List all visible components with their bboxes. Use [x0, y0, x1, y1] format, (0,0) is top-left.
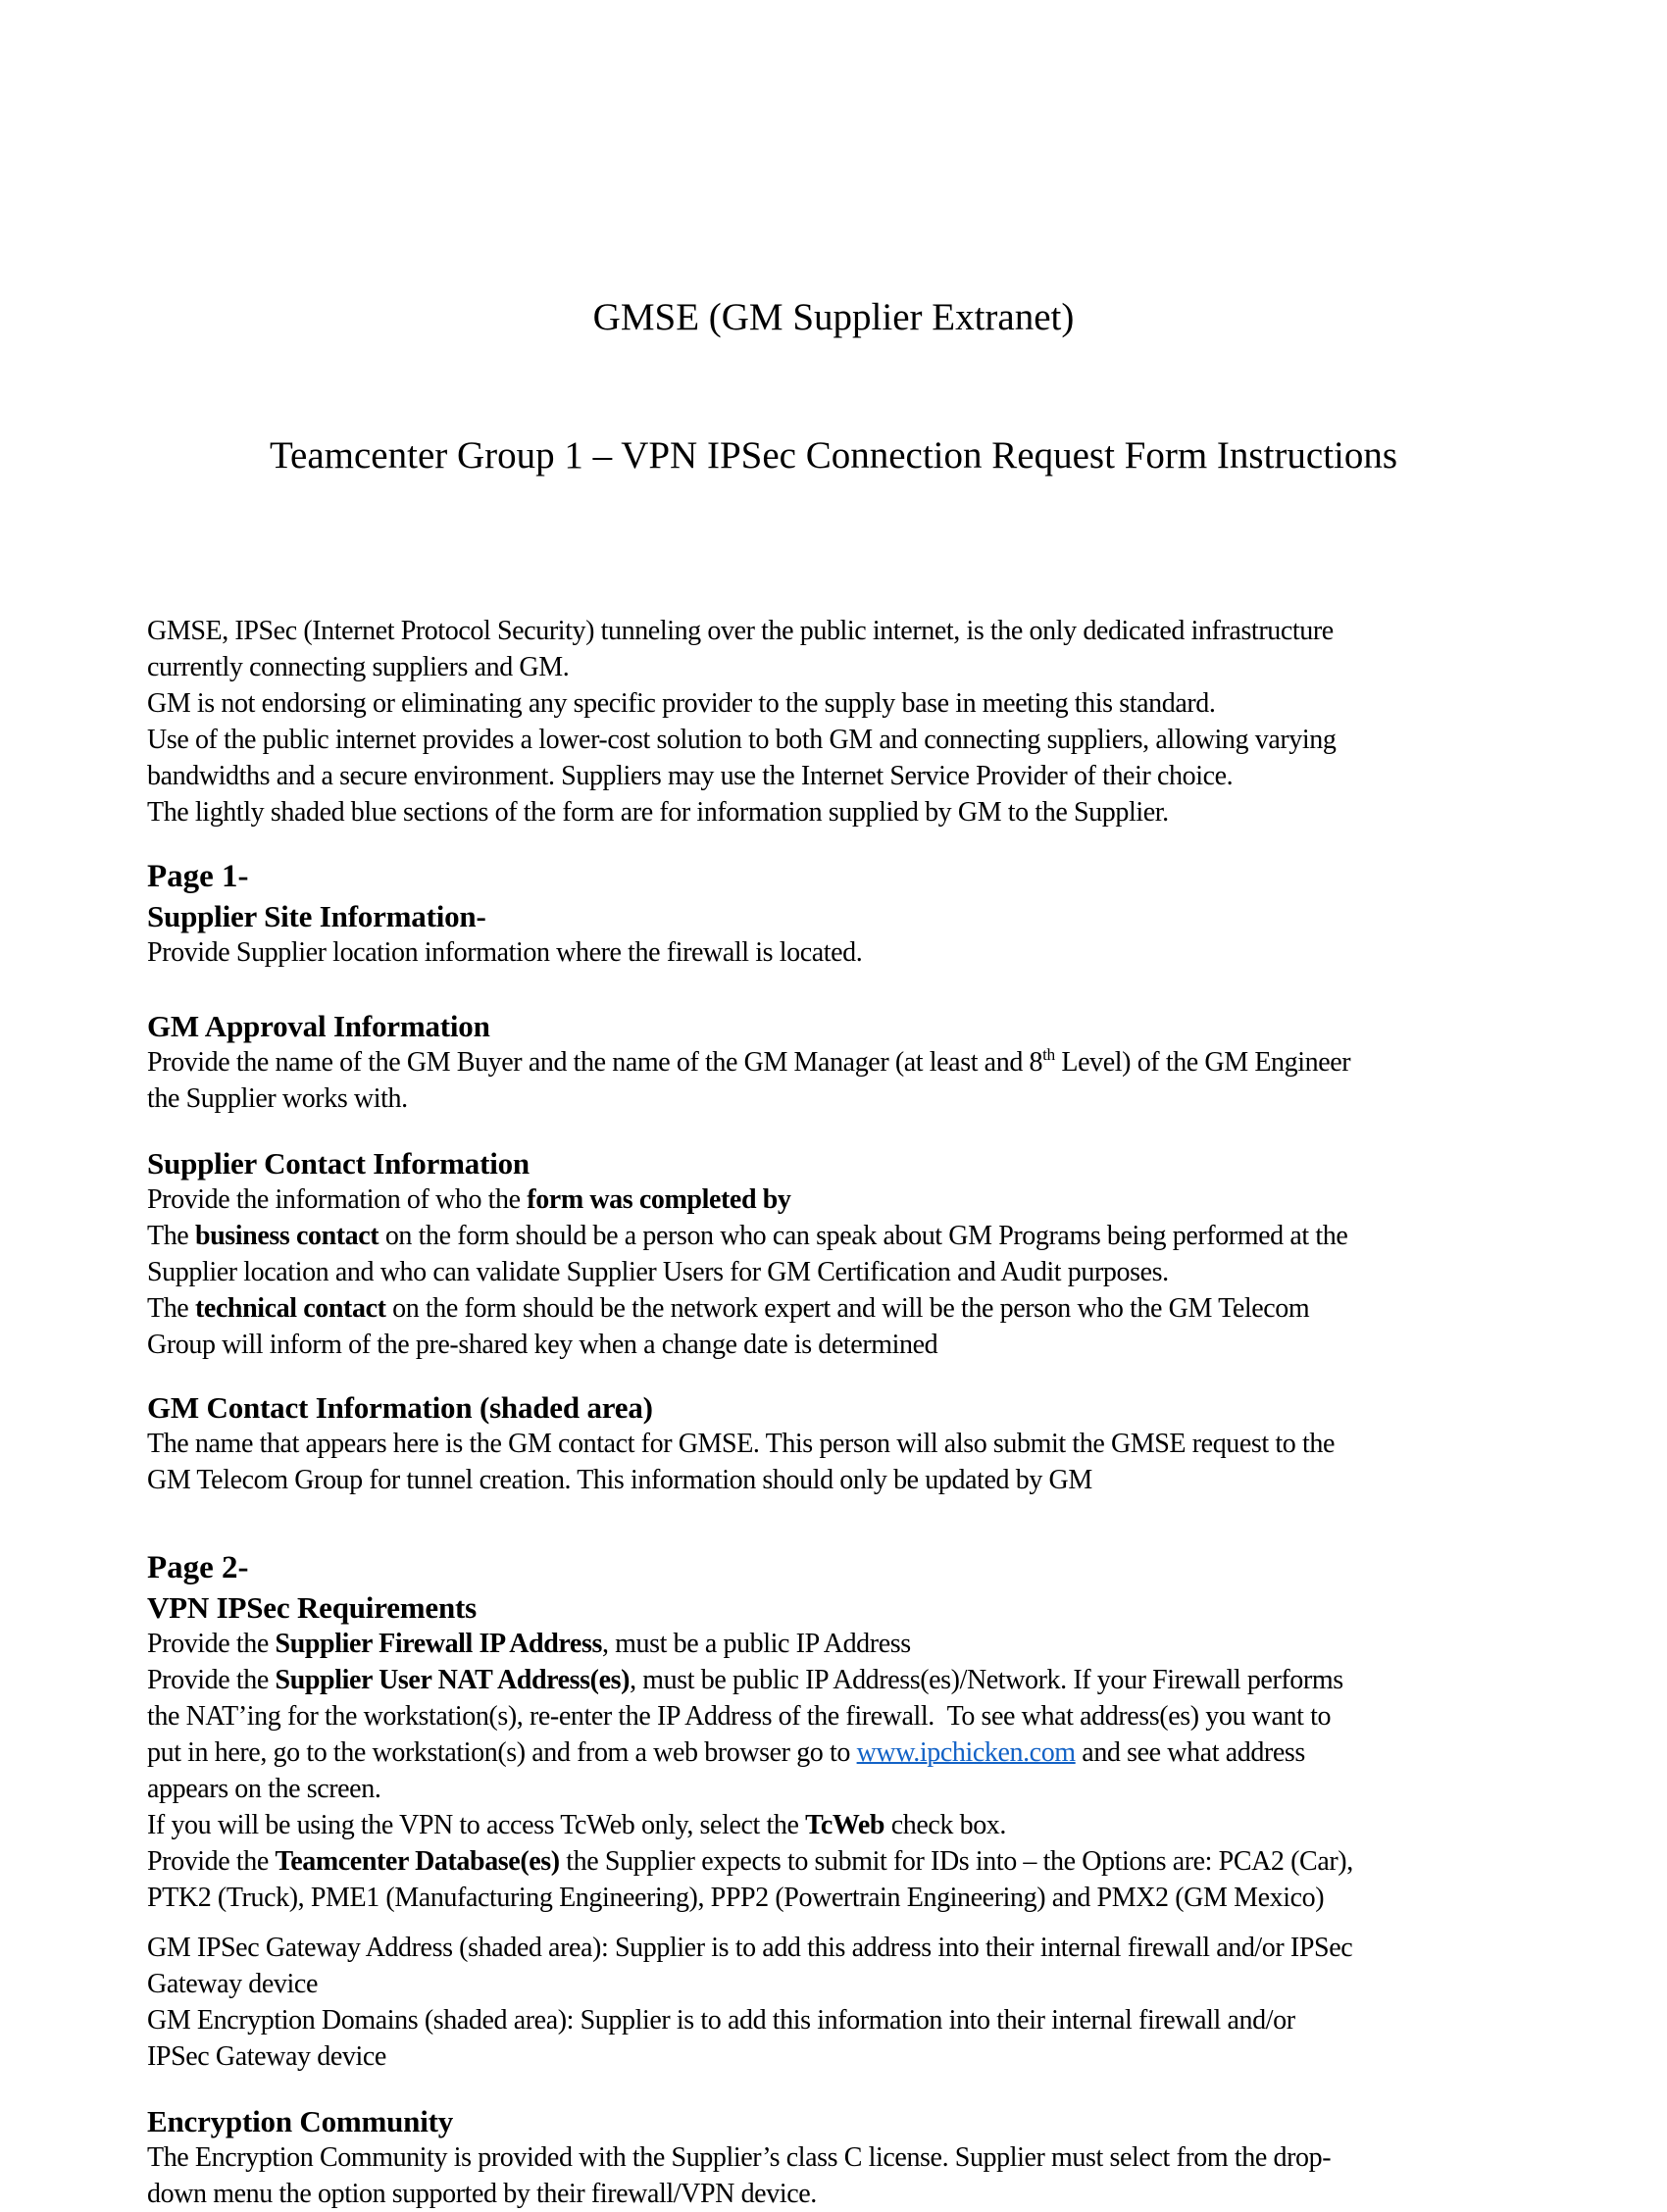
text-line [147, 1662, 1520, 1698]
intro-paragraph [147, 613, 1520, 830]
body-text: Supplier location and who can validate Supplier Users for GM Certification and Audit purposes. [147, 1257, 1169, 1287]
body-text: on the form should be a person who can speak about GM Programs being performed at the [379, 1221, 1348, 1251]
text-line [147, 758, 1520, 794]
text-line [147, 898, 1520, 934]
body-text: and see what address [1075, 1737, 1305, 1768]
body-text: the Supplier works with. [147, 1083, 408, 1114]
body-text: Provide the [147, 1629, 276, 1659]
body-text: , must be a public IP Address [601, 1629, 911, 1659]
encryption-community-section [147, 2103, 1520, 2212]
text-line [147, 794, 1520, 830]
heading-text: Teamcenter Database(es) [275, 1846, 560, 1877]
text-line [147, 649, 1520, 685]
text-line [147, 1843, 1520, 1880]
text-line [147, 1008, 1520, 1044]
text-line [147, 1254, 1520, 1290]
body-text: Provide the information of who the [147, 1184, 528, 1215]
heading-text: Page 1- [147, 859, 249, 894]
text-line [147, 855, 1520, 898]
text-line [147, 1389, 1520, 1426]
text-line [147, 1589, 1520, 1626]
body-text: The name that appears here is the GM contact for GMSE. This person will also submit the GMSE request to the [147, 1429, 1335, 1459]
body-text: The [147, 1221, 195, 1251]
text-line [147, 934, 1520, 971]
body-text: put in here, go to the workstation(s) and from a web browser go to [147, 1737, 857, 1768]
body-text: The Encryption Community is provided with the Supplier’s class C license. Supplier must select from the drop- [147, 2142, 1332, 2173]
text-line [147, 1218, 1520, 1254]
document-content [147, 202, 1520, 2212]
text-line [147, 1426, 1520, 1462]
heading-text: Supplier Firewall IP Address [275, 1629, 602, 1659]
title-line-1: GMSE (GM Supplier Extranet) [592, 296, 1075, 338]
body-text: GM Encryption Domains (shaded area): Supplier is to add this information into their internal firewall and/or [147, 2005, 1295, 2036]
text-line [147, 2038, 1520, 2075]
body-text: on the form should be the network expert and will be the person who the GM Telecom [385, 1293, 1310, 1324]
text-line [147, 1807, 1520, 1843]
body-text: The [147, 1293, 195, 1324]
gm-approval-section [147, 1008, 1520, 1117]
body-text: GM IPSec Gateway Address (shaded area): Supplier is to add this address into their internal firewall and/or IPSec [147, 1933, 1353, 1963]
heading-text: form was completed by [527, 1184, 791, 1215]
gm-contact-section [147, 1389, 1520, 1498]
text-line [147, 1081, 1520, 1117]
text-line [147, 1966, 1520, 2002]
body-text: If you will be using the VPN to access TcWeb only, select the [147, 1810, 806, 1840]
heading-text: VPN IPSec Requirements [147, 1590, 477, 1625]
heading-text: Supplier Site Information- [147, 899, 486, 933]
body-text: the NAT’ing for the workstation(s), re-enter the IP Address of the firewall. To see what address(es) you want to [147, 1701, 1332, 1732]
body-text: Use of the public internet provides a lower-cost solution to both GM and connecting suppliers, allowing varying [147, 725, 1337, 755]
body-text: Provide the [147, 1846, 276, 1877]
body-text: GM Telecom Group for tunnel creation. This information should only be updated by GM [147, 1465, 1092, 1495]
heading-text: GM Approval Information [147, 1009, 490, 1043]
heading-text: TcWeb [805, 1810, 885, 1840]
body-text: check box. [884, 1810, 1006, 1840]
heading-text: business contact [194, 1221, 379, 1251]
body-text: down menu the option supported by their firewall/VPN device. [147, 2179, 817, 2209]
text-line [147, 2139, 1520, 2176]
body-text: bandwidths and a secure environment. Suppliers may use the Internet Service Provider of their choice. [147, 761, 1234, 791]
title-line-2: Teamcenter Group 1 – VPN IPSec Connection Request Form Instructions [269, 434, 1398, 477]
gm-gateway-paragraph [147, 1930, 1520, 2075]
superscript-ordinal: th [1042, 1044, 1055, 1064]
text-line [147, 722, 1520, 758]
text-line [147, 2002, 1520, 2038]
body-text: currently connecting suppliers and GM. [147, 652, 570, 682]
document-title [147, 202, 1520, 571]
text-line [147, 2103, 1520, 2139]
heading-text: GM Contact Information (shaded area) [147, 1390, 653, 1425]
text-line [147, 1462, 1520, 1498]
body-text: Provide the name of the GM Buyer and the name of the GM Manager (at least and 8 [147, 1047, 1043, 1078]
heading-text: Supplier User NAT Address(es) [275, 1665, 631, 1695]
body-text: Group will inform of the pre-shared key when a change date is determined [147, 1330, 938, 1360]
text-line [147, 1698, 1520, 1734]
body-text: appears on the screen. [147, 1774, 381, 1804]
ipchicken-link[interactable]: www.ipchicken.com [856, 1737, 1076, 1768]
text-line [147, 685, 1520, 722]
heading-text: Supplier Contact Information [147, 1146, 530, 1181]
heading-text: Page 2- [147, 1550, 249, 1585]
text-line [147, 1044, 1520, 1081]
page2-section [147, 1546, 1520, 1916]
heading-text: Encryption Community [147, 2104, 454, 2138]
body-text: GMSE, IPSec (Internet Protocol Security) tunneling over the public internet, is the only dedicated infrastructure [147, 616, 1334, 646]
supplier-contact-section [147, 1145, 1520, 1363]
body-text: Provide Supplier location information where the firewall is located. [147, 937, 863, 968]
text-line [147, 1290, 1520, 1327]
text-line [147, 1546, 1520, 1589]
body-text: GM is not endorsing or eliminating any specific provider to the supply base in meeting this standard. [147, 688, 1216, 719]
body-text: , must be public IP Address(es)/Network. If your Firewall performs [630, 1665, 1343, 1695]
body-text: PTK2 (Truck), PME1 (Manufacturing Engineering), PPP2 (Powertrain Engineering) and PMX2 (GM Mexico) [147, 1883, 1325, 1913]
text-line [147, 613, 1520, 649]
body-text: Provide the [147, 1665, 276, 1695]
page1-section [147, 855, 1520, 971]
text-line [147, 1626, 1520, 1662]
heading-text: technical contact [194, 1293, 386, 1324]
text-line [147, 1930, 1520, 1966]
text-line [147, 1181, 1520, 1218]
body-text: The lightly shaded blue sections of the form are for information supplied by GM to the Supplier. [147, 797, 1169, 828]
text-line [147, 1327, 1520, 1363]
text-line [147, 1145, 1520, 1181]
text-line [147, 2176, 1520, 2212]
body-text: IPSec Gateway device [147, 2041, 386, 2072]
text-line [147, 1880, 1520, 1916]
body-text: the Supplier expects to submit for IDs into – the Options are: PCA2 (Car), [559, 1846, 1353, 1877]
body-text: Level) of the GM Engineer [1054, 1047, 1351, 1078]
body-text: Gateway device [147, 1969, 318, 1999]
text-line [147, 1771, 1520, 1807]
text-line [147, 1734, 1520, 1771]
